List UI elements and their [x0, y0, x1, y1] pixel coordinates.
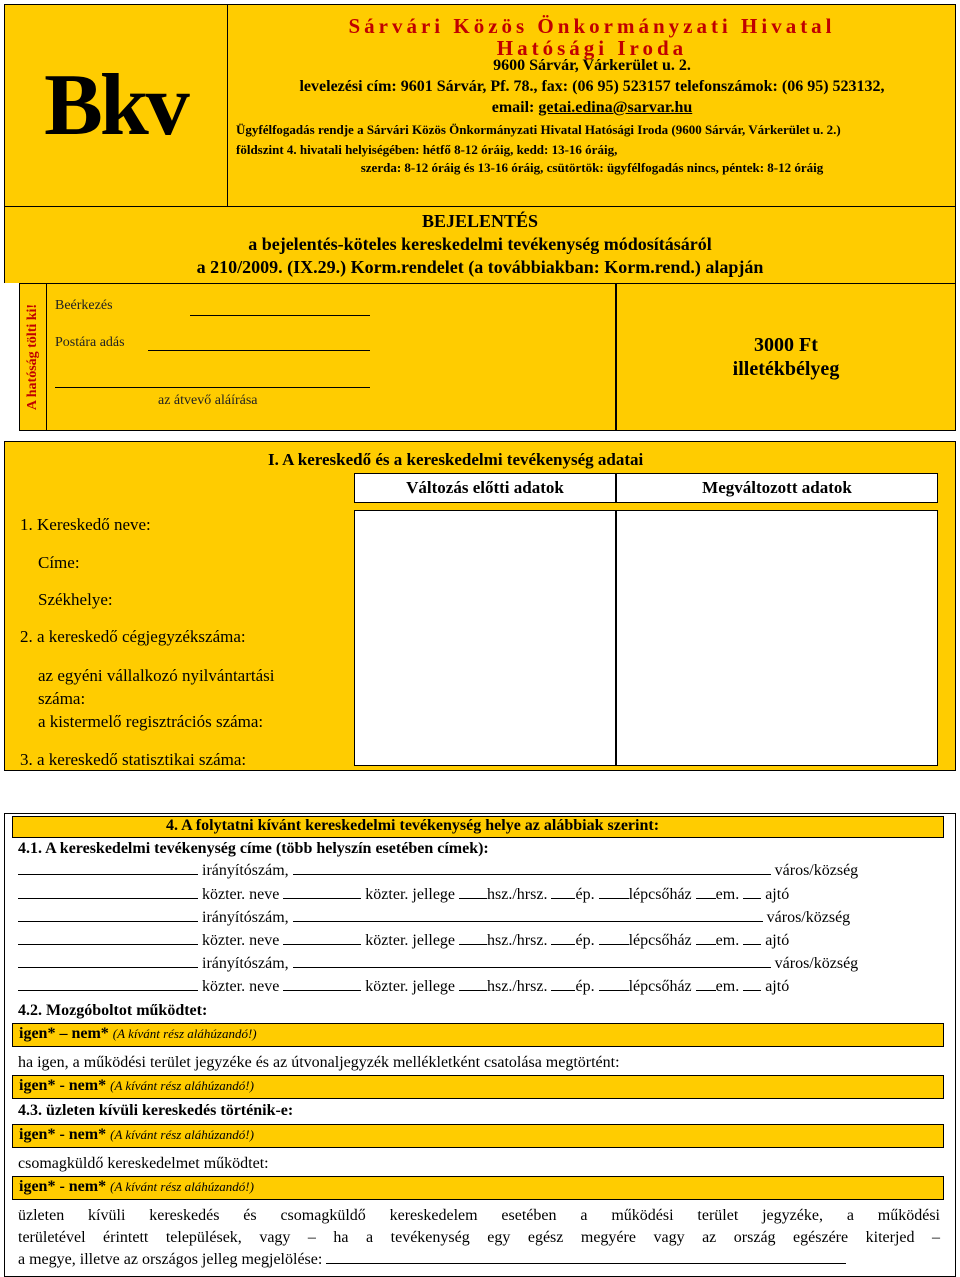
zip-field[interactable] [18, 874, 198, 875]
form-title-main: BEJELENTÉS [421, 211, 539, 231]
yes-no-choice[interactable]: igen* - nem* [19, 1126, 107, 1143]
city-label: város/község [766, 909, 851, 926]
address-3-line-b [18, 978, 938, 1002]
city-field[interactable] [293, 967, 771, 968]
after-data-field[interactable] [616, 510, 938, 766]
sub-4-1-title: 4.1. A kereskedelmi tevékenység címe (több helyszín esetében címek): [18, 840, 489, 857]
email-link[interactable]: getai.edina@sarvar.hu [538, 99, 693, 116]
area-note-line-1: üzleten kívüli kereskedés és csomagküldő kereskedelem esetében a működési terület jegyzéke, a működési [18, 1207, 940, 1224]
before-data-field[interactable] [354, 510, 616, 766]
email-line [228, 99, 956, 117]
street-label: közter. neve [202, 932, 280, 949]
city-label: város/község [774, 862, 859, 879]
zip-label: irányítószám, [202, 909, 289, 926]
sub-4-3-title: 4.3. üzleten kívüli kereskedés történik-e: [18, 1102, 294, 1119]
stamp-label: illetékbélyeg [732, 358, 840, 380]
hsz-label: hsz./hrsz. [487, 978, 548, 995]
stair-label: lépcsőház [628, 886, 692, 903]
stair-label: lépcsőház [628, 932, 692, 949]
signature-label: az átvevő aláírása [158, 393, 258, 408]
building-label: ép. [575, 886, 595, 903]
mobile-shop-choice[interactable] [12, 1023, 944, 1047]
street-type-field[interactable] [283, 898, 361, 899]
mobile-attachment-note: ha igen, a működési terület jegyzéke és az útvonaljegyzék mellékletként csatolása megtörtént: [18, 1054, 620, 1071]
received-label: Beérkezés [55, 298, 113, 313]
attachment-choice[interactable] [12, 1075, 944, 1099]
street-field[interactable] [18, 944, 198, 945]
zip-label: irányítószám, [202, 955, 289, 972]
hsz-field[interactable] [459, 944, 487, 945]
postal-contact: levelezési cím: 9601 Sárvár, Pf. 78., fax: (06 95) 523157 telefonszámok: (06 95) 523132, [299, 78, 885, 95]
street-type-label: közter. jellege [365, 886, 456, 903]
hsz-field[interactable] [459, 898, 487, 899]
city-field[interactable] [293, 874, 771, 875]
email-label: email: [491, 99, 535, 116]
office-address: 9600 Sárvár, Várkerület u. 2. [493, 57, 691, 74]
address-3-line-a [18, 955, 938, 979]
building-field[interactable] [551, 990, 575, 991]
office-name: Sárvári Közös Önkormányzati Hivatal [348, 14, 836, 38]
sub-4-2-title: 4.2. Mozgóboltot működtet: [18, 1002, 208, 1019]
address-1-line-a [18, 862, 938, 886]
col-after-header: Megváltozott adatok [616, 473, 938, 503]
underline-hint: (A kívánt rész aláhúzandó!) [110, 1179, 254, 1194]
seat-label: Székhelye: [38, 590, 113, 609]
street-label: közter. neve [202, 886, 280, 903]
city-field[interactable] [293, 921, 763, 922]
sole-trader-label: az egyéni vállalkozó nyilvántartási [38, 666, 275, 685]
underline-hint: (A kívánt rész aláhúzandó!) [110, 1078, 254, 1093]
sole-trader-label-2: száma: [38, 689, 86, 708]
area-note-label: a megye, illetve az országos jelleg megjelölése: [18, 1251, 323, 1268]
section-1-title: I. A kereskedő és a kereskedelmi tevékenység adatai [268, 450, 644, 469]
posted-field[interactable] [148, 350, 370, 351]
yes-no-choice[interactable]: igen* - nem* [19, 1178, 107, 1195]
yes-no-choice[interactable]: igen* – nem* [19, 1025, 109, 1042]
logo [4, 4, 228, 207]
section-4-title: 4. A folytatni kívánt kereskedelmi tevékenység helye az alábbiak szerint: [166, 817, 660, 834]
address-2-line-b [18, 932, 938, 956]
hours-line-1: Ügyfélfogadás rendje a Sárvári Közös Önkormányzati Hivatal Hatósági Iroda (9600 Sárvár, Várkerület u. 2.) [236, 122, 841, 137]
street-type-label: közter. jellege [365, 978, 456, 995]
underline-hint: (A kívánt rész aláhúzandó!) [112, 1026, 257, 1041]
city-label: város/község [774, 955, 859, 972]
form-title-sub: a bejelentés-köteles kereskedelmi tevékenység módosításáról [248, 234, 712, 254]
floor-field[interactable] [696, 990, 716, 991]
trader-name-label: 1. Kereskedő neve: [20, 515, 151, 534]
zip-field[interactable] [18, 921, 198, 922]
outside-shop-choice[interactable] [12, 1124, 944, 1148]
mail-order-choice[interactable] [12, 1176, 944, 1200]
hours-line-3: szerda: 8-12 óráig és 13-16 óráig, csütörtök: ügyfélfogadás nincs, péntek: 8-12 óráig [360, 160, 824, 175]
form-title-legal: a 210/2009. (IX.29.) Korm.rendelet (a továbbiakban: Korm.rend.) alapján [196, 257, 764, 277]
fee-stamp-box [616, 283, 956, 431]
logo-text: Bkv [44, 57, 187, 154]
hsz-field[interactable] [459, 990, 487, 991]
street-field[interactable] [18, 898, 198, 899]
building-field[interactable] [551, 898, 575, 899]
posted-label: Postára adás [55, 335, 125, 350]
door-field[interactable] [743, 944, 761, 945]
door-label: ajtó [765, 932, 790, 949]
mail-order-label: csomagküldő kereskedelmet működtet: [18, 1155, 269, 1172]
hsz-label: hsz./hrsz. [487, 932, 548, 949]
area-note-line-3 [18, 1251, 940, 1269]
door-field[interactable] [743, 990, 761, 991]
yes-no-choice[interactable]: igen* - nem* [19, 1077, 107, 1094]
door-label: ajtó [765, 886, 790, 903]
address-label: Címe: [38, 553, 80, 572]
address-2-line-a [18, 909, 938, 933]
underline-hint: (A kívánt rész aláhúzandó!) [110, 1127, 254, 1142]
stair-label: lépcsőház [628, 978, 692, 995]
address-1-line-b [18, 886, 938, 910]
street-type-label: közter. jellege [365, 932, 456, 949]
stat-number-label: 3. a kereskedő statisztikai száma: [20, 750, 247, 769]
receipt-box [46, 283, 616, 431]
floor-field[interactable] [696, 944, 716, 945]
door-label: ajtó [765, 978, 790, 995]
zip-field[interactable] [18, 967, 198, 968]
building-label: ép. [575, 932, 595, 949]
building-field[interactable] [551, 944, 575, 945]
area-designation-field[interactable] [326, 1263, 846, 1264]
hsz-label: hsz./hrsz. [487, 886, 548, 903]
authority-side-label [19, 283, 47, 431]
office-dept: Hatósági Iroda [496, 36, 688, 60]
stamp-amount: 3000 Ft [754, 334, 818, 356]
signature-field[interactable] [55, 387, 370, 388]
street-type-field[interactable] [283, 944, 361, 945]
stair-field[interactable] [599, 898, 629, 899]
producer-reg-label: a kistermelő regisztrációs száma: [38, 712, 264, 731]
zip-label: irányítószám, [202, 862, 289, 879]
stair-field[interactable] [599, 944, 629, 945]
floor-field[interactable] [696, 898, 716, 899]
street-field[interactable] [18, 990, 198, 991]
col-before-header: Változás előtti adatok [354, 473, 616, 503]
street-type-field[interactable] [283, 990, 361, 991]
hours-line-2: földszint 4. hivatali helyiségében: hétfő 8-12 óráig, kedd: 13-16 óráig, [236, 142, 618, 157]
area-note-line-2: területével érintett települések, vagy – ha a tevékenység egy egész megyére vagy az ország egészére kiterjed – [18, 1229, 940, 1246]
floor-label: em. [715, 932, 740, 949]
floor-label: em. [715, 978, 740, 995]
street-label: közter. neve [202, 978, 280, 995]
company-reg-label: 2. a kereskedő cégjegyzékszáma: [20, 627, 246, 646]
floor-label: em. [715, 886, 740, 903]
authority-side-text: A hatóság tölti ki! [25, 303, 40, 411]
stair-field[interactable] [599, 990, 629, 991]
door-field[interactable] [743, 898, 761, 899]
received-field[interactable] [190, 315, 370, 316]
building-label: ép. [575, 978, 595, 995]
